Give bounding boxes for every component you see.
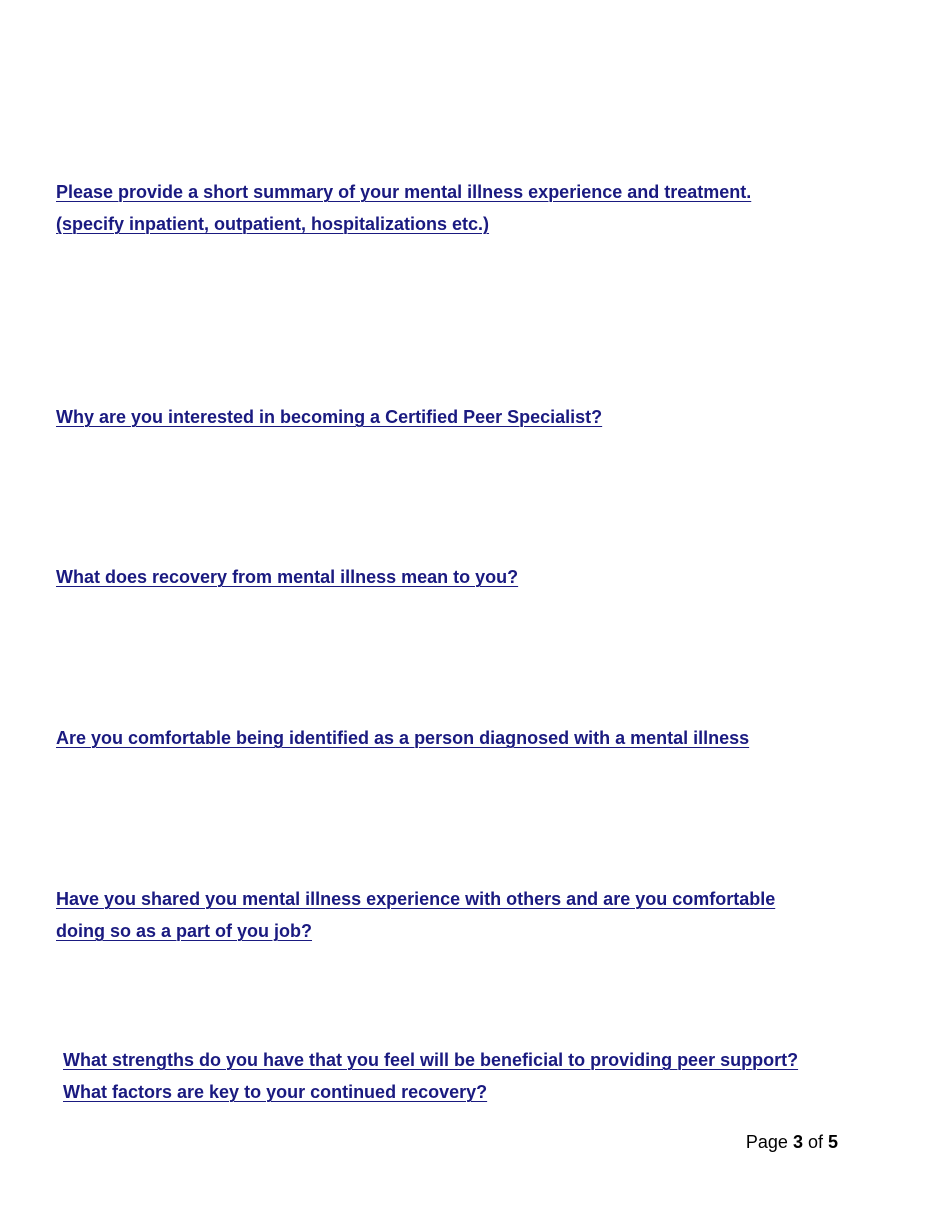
question-line: What strengths do you have that you feel will be beneficial to providing peer support?	[63, 1050, 799, 1070]
question-line: Why are you interested in becoming a Certified Peer Specialist?	[56, 407, 603, 427]
page-prefix: Page	[745, 1132, 793, 1152]
question-strengths-recovery	[63, 1044, 798, 1108]
question-line: Have you shared you mental illness experience with others and are you comfortable	[56, 889, 776, 909]
question-recovery-meaning	[56, 561, 518, 593]
question-shared-experience	[56, 883, 775, 947]
question-why-peer-specialist	[56, 401, 602, 433]
page-number	[746, 1130, 838, 1154]
question-line: doing so as a part of you job?	[56, 921, 313, 941]
current-page-number: 3	[792, 1132, 803, 1152]
question-line: (specify inpatient, outpatient, hospitalizations etc.)	[56, 214, 490, 234]
question-line: Are you comfortable being identified as a person diagnosed with a mental illness	[56, 728, 750, 748]
question-line: What does recovery from mental illness mean to you?	[56, 567, 519, 587]
page-separator: of	[802, 1132, 828, 1152]
question-mental-illness-summary	[56, 176, 751, 240]
question-comfortable-identified	[56, 722, 749, 754]
question-line: Please provide a short summary of your mental illness experience and treatment.	[56, 182, 752, 202]
total-pages-number: 5	[827, 1132, 838, 1152]
question-line: What factors are key to your continued recovery?	[63, 1082, 488, 1102]
